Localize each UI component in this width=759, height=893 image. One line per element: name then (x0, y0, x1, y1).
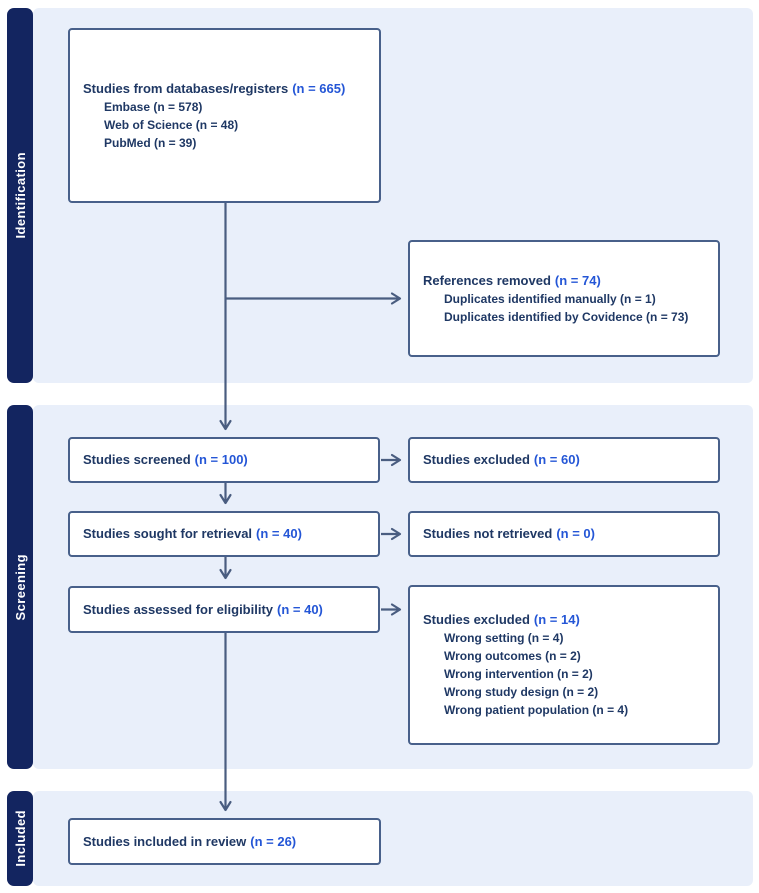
box-title: Studies sought for retrieval (n = 40) (83, 526, 302, 541)
box-studies-assessed (68, 586, 380, 633)
included-stage-bar (7, 791, 33, 886)
list-item: Wrong study design (n = 2) (444, 685, 599, 699)
count-badge: (n = 40) (256, 526, 302, 541)
count-badge: (n = 100) (194, 452, 248, 467)
count-badge: (n = 0) (556, 526, 595, 541)
list-item: Web of Science (n = 48) (104, 117, 239, 132)
box-studies-sought (68, 511, 380, 557)
box-studies-included (68, 818, 381, 865)
count-badge: (n = 665) (292, 80, 346, 96)
box-item-list (423, 629, 710, 719)
box-studies-from-databases (68, 28, 381, 203)
list-item: Wrong outcomes (n = 2) (444, 649, 581, 663)
count-badge: (n = 74) (554, 272, 601, 288)
list-item: Wrong patient population (n = 4) (444, 703, 629, 717)
box-title: Studies included in review (n = 26) (83, 833, 297, 849)
list-item: Duplicates identified manually (n = 1) (444, 291, 656, 306)
list-item: Wrong setting (n = 4) (444, 631, 564, 645)
list-item: Embase (n = 578) (104, 99, 203, 114)
box-title: References removed (n = 74) (423, 272, 601, 288)
box-item-list (83, 98, 371, 152)
box-title: Studies excluded (n = 14) (423, 612, 580, 627)
count-badge: (n = 60) (533, 452, 580, 467)
box-studies-not-retrieved (408, 511, 720, 557)
screening-stage-bar (7, 405, 33, 769)
box-title: Studies screened (n = 100) (83, 452, 248, 467)
list-item: PubMed (n = 39) (104, 135, 197, 150)
box-title: Studies excluded (n = 60) (423, 452, 580, 467)
box-title: Studies assessed for eligibility (n = 40) (83, 601, 323, 617)
list-item: Duplicates identified by Covidence (n = 73) (444, 309, 689, 324)
count-badge: (n = 26) (250, 833, 297, 849)
box-studies-excluded-eligibility (408, 585, 720, 745)
included-stage-label: Included (12, 810, 28, 867)
screening-stage-label: Screening (12, 553, 28, 621)
identification-stage-label: Identification (12, 152, 28, 239)
list-item: Wrong intervention (n = 2) (444, 667, 593, 681)
box-references-removed (408, 240, 720, 357)
box-title: Studies not retrieved (n = 0) (423, 526, 595, 541)
count-badge: (n = 40) (277, 601, 323, 617)
count-badge: (n = 14) (533, 612, 580, 627)
box-title: Studies from databases/registers (n = 665) (83, 80, 346, 96)
box-studies-screened (68, 437, 380, 483)
box-studies-excluded-screening (408, 437, 720, 483)
box-item-list (423, 290, 710, 326)
identification-stage-bar (7, 8, 33, 383)
